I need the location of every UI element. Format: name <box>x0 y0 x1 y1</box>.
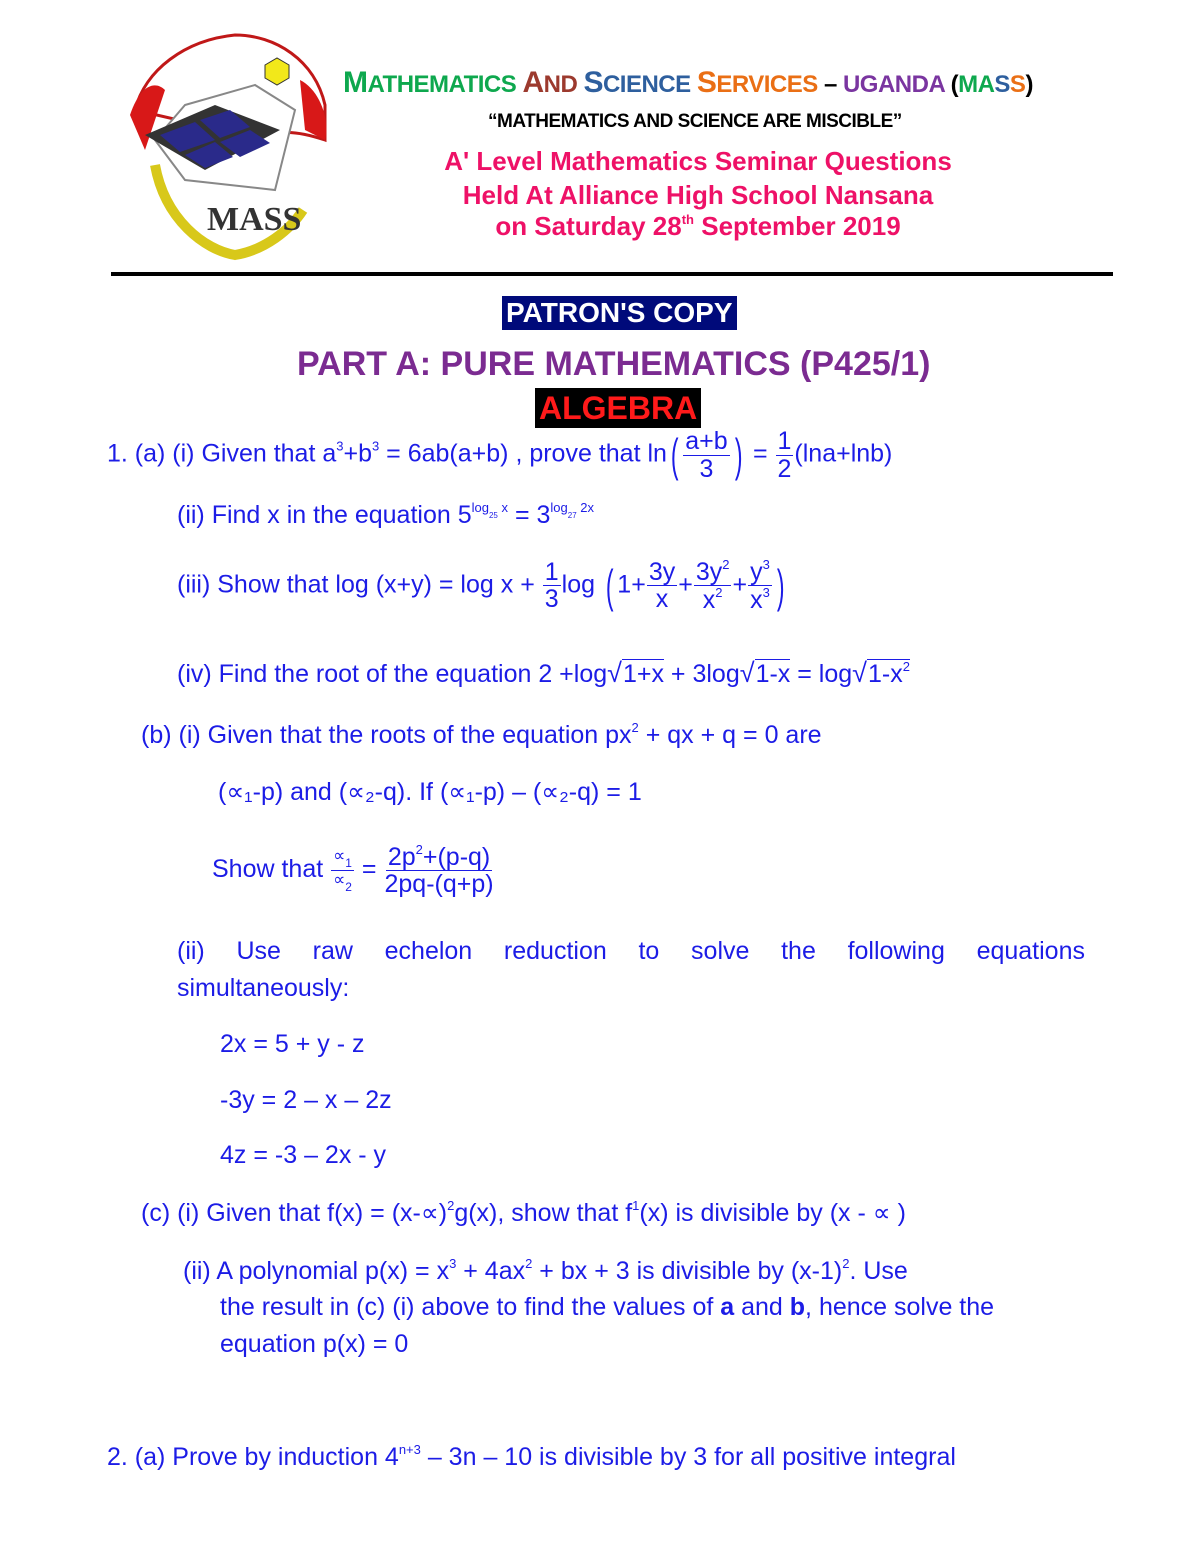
org-abbr-part: S <box>994 71 1010 98</box>
q1-b-i-show: Show that $\frac{\propto_1}{\propto_2}$ = $\frac{2p^2+(p-q)}{2pq-(q+p)}$ <box>212 842 494 899</box>
venue: Held At Alliance High School Nansana <box>462 180 934 210</box>
header-divider <box>111 272 1113 276</box>
org-dash: – <box>823 71 843 98</box>
patron-copy-label: PATRON'S COPY <box>502 296 737 330</box>
motto: “MATHEMATICS AND SCIENCE ARE MISCIBLE” <box>488 111 902 132</box>
date: on Saturday 28th September 2019 <box>495 211 901 241</box>
org-abbr-open: ( <box>950 71 959 98</box>
section-title: ALGEBRA <box>535 388 701 428</box>
org-abbr-close: ) <box>1025 71 1033 98</box>
org-country: UGANDA <box>842 71 951 98</box>
org-word-rest: ND <box>543 71 584 98</box>
mass-logo <box>125 30 330 265</box>
q1-b-ii-cont: simultaneously: <box>177 974 350 1002</box>
q1-b-ii: (ii) Use raw echelon reduction to solve the following equations <box>177 937 1085 965</box>
org-word-rest: CIENCE <box>602 71 697 98</box>
org-word-cap: M <box>343 66 368 99</box>
org-abbr-part: S <box>1009 71 1026 98</box>
q2-a: 2. (a) Prove by induction $4^{n+3} - 3n - 10$ is divisible by 3 for all positive integral <box>107 1442 956 1471</box>
q1-a-iv: (iv) Find the root of the equation $2 +\log√1+x + 3\log√1-x = \log√1-x^2$ <box>177 658 910 688</box>
org-word-rest: ERVICES <box>716 71 824 98</box>
q1-c-ii: (ii) A polynomial $p(x) = x^3 + 4ax^2$ + bx + 3 is divisible by $(x-1)^2$. Use <box>183 1256 908 1285</box>
org-word-cap: S <box>583 66 603 99</box>
q1-a-iii: (iii) Show that log (x+y) = log x + $\frac{1}{3}$ log ( 1+ $\frac{3y}{x}$ + $\frac{3y^2}{x^2}$ + $\frac{y^3}{x^3}$ ) <box>177 557 785 615</box>
q1-a-i: 1. (a) (i) Given that $a^3+b^3 = 6ab(a+b)$ , prove that ln( $\frac{a+b}{3}$ ) = $\frac{1}{2}$ (lna+lnb) <box>107 427 893 483</box>
equation-1: 2x = 5 + y - z <box>220 1030 365 1058</box>
org-name <box>343 66 1033 100</box>
q1-b-i: (b) (i) Given that the roots of the equation $px^2$ + qx + q = 0 are <box>141 720 822 749</box>
org-abbr-part: MA <box>958 71 995 98</box>
seminar-title: A' Level Mathematics Seminar Questions <box>444 146 952 176</box>
equation-3: 4z = -3 – 2x - y <box>220 1141 387 1169</box>
part-title: PART A: PURE MATHEMATICS (P425/1) <box>297 345 931 383</box>
q1-c-i: (c) (i) Given that $f(x) = (x-\propto)^2g(x)$, show that $f^1(x)$ is divisible by (x - ∝ ) <box>141 1198 906 1227</box>
equation-2: -3y = 2 – x – 2z <box>220 1086 392 1114</box>
org-word-cap: S <box>696 66 717 99</box>
q1-b-i-roots: (∝₁-p) and (∝₂-q). If (∝₁-p) – (∝₂-q) = 1 <box>218 778 642 806</box>
q1-c-ii-cont: the result in (c) (i) above to find the values of a and b, hence solve the <box>220 1293 995 1321</box>
svg-text:MASS: MASS <box>207 201 302 238</box>
q1-c-ii-cont2: equation p(x) = 0 <box>220 1330 409 1358</box>
q1-a-ii: (ii) Find x in the equation $5^{log_{25} x} = 3^{log_{27} 2x}$ <box>177 500 595 529</box>
org-word-cap: A <box>522 66 544 99</box>
org-word-rest: ATHEMATICS <box>367 71 523 98</box>
